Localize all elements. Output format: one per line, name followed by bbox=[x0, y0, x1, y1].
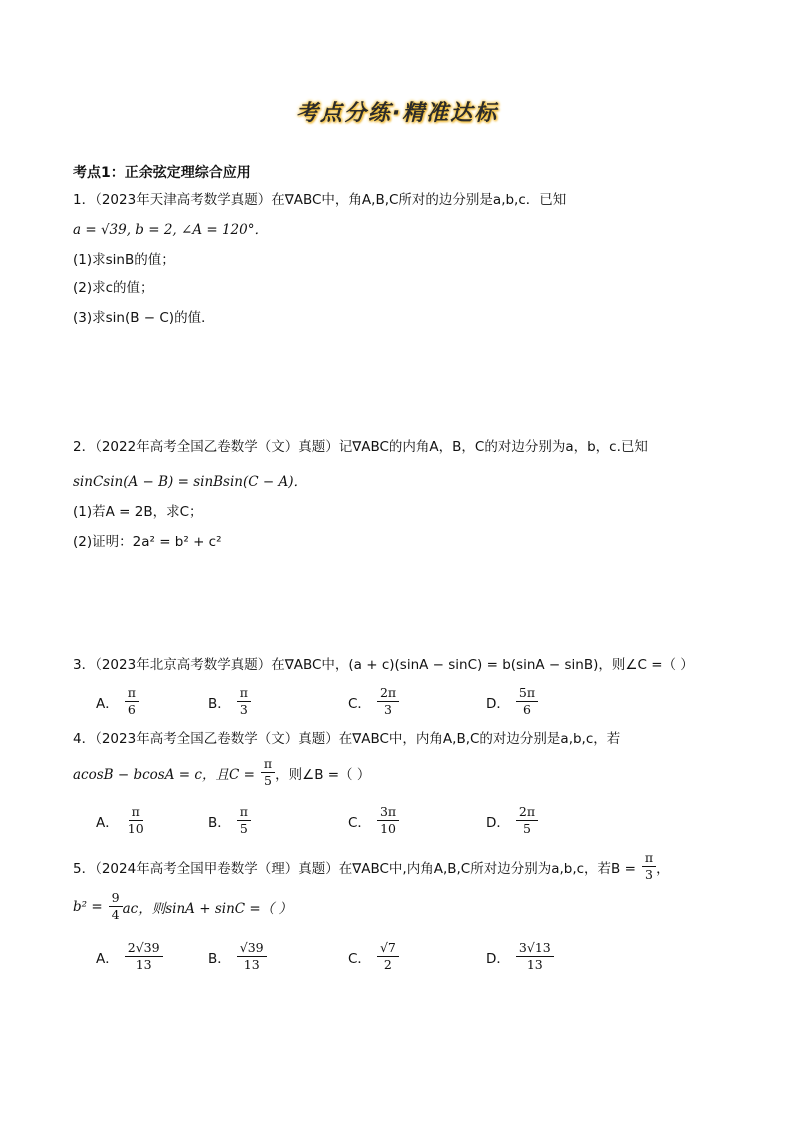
fraction: $\frac{2\pi}{3}$ bbox=[377, 685, 399, 718]
fraction: $\frac{√7}{2}$ bbox=[377, 940, 399, 973]
q5-option-a: A． $\frac{2√39}{13}$ bbox=[96, 940, 163, 973]
q2-part2: (2)证明：2a² = b² + c² bbox=[73, 534, 222, 550]
q5-option-c: C． $\frac{√7}{2}$ bbox=[348, 940, 399, 973]
fraction: $\frac{2√39}{13}$ bbox=[125, 940, 163, 973]
q1-part3: (3)求sin(B − C)的值． bbox=[73, 310, 215, 326]
q1-given: a = √39, b = 2, ∠A = 120°． bbox=[73, 222, 268, 238]
q1-part2: (2)求c的值； bbox=[73, 280, 154, 296]
fraction: $\frac{\pi}{5}$ bbox=[237, 804, 251, 837]
q3-option-d: D． $\frac{5\pi}{6}$ bbox=[486, 685, 538, 718]
fraction: $\frac{3√13}{13}$ bbox=[516, 940, 554, 973]
q4-option-c: C． $\frac{3\pi}{10}$ bbox=[348, 804, 399, 837]
q5-option-b: B． $\frac{√39}{13}$ bbox=[208, 940, 267, 973]
q4-option-d: D． $\frac{2\pi}{5}$ bbox=[486, 804, 538, 837]
q3-stem: 3．（2023年北京高考数学真题）在∇ABC中，(a + c)(sinA − sinC) = b(sinA − sinB)，则∠C =（ ） bbox=[73, 657, 694, 673]
q4-option-b: B． $\frac{\pi}{5}$ bbox=[208, 804, 251, 837]
q3-option-b: B． $\frac{\pi}{3}$ bbox=[208, 685, 251, 718]
q3-option-a: A． $\frac{\pi}{6}$ bbox=[96, 685, 139, 718]
fraction: $\frac{2\pi}{5}$ bbox=[516, 804, 538, 837]
q3-option-c: C． $\frac{2\pi}{3}$ bbox=[348, 685, 399, 718]
section-heading: 考点1：正余弦定理综合应用 bbox=[73, 165, 251, 181]
q4-condition: acosB − bcosA = c，且C = $\frac{\pi}{5}$ ，则∠B =（ ） bbox=[73, 756, 371, 788]
q4-option-a: A． $\frac{\pi}{10}$ bbox=[96, 804, 147, 837]
q4-stem: 4．（2023年高考全国乙卷数学（文）真题）在∇ABC中，内角A,B,C的对边分别是a,b,c，若 bbox=[73, 731, 621, 747]
q2-given: sinCsin(A − B) = sinBsin(C − A)． bbox=[73, 474, 308, 490]
fraction: $\frac{\pi}{3}$ bbox=[642, 850, 656, 883]
fraction: $\frac{9}{4}$ bbox=[109, 890, 123, 923]
fraction: $\frac{\pi}{3}$ bbox=[237, 685, 251, 718]
q5-condition: b² = $\frac{9}{4}$ ac，则sinA + sinC =（ ） bbox=[73, 890, 292, 922]
fraction: $\frac{\pi}{10}$ bbox=[127, 804, 144, 836]
fraction: $\frac{5\pi}{6}$ bbox=[516, 685, 538, 718]
fraction: $\frac{3\pi}{10}$ bbox=[377, 804, 399, 837]
fraction: $\frac{\pi}{5}$ bbox=[261, 756, 275, 789]
q2-stem: 2．（2022年高考全国乙卷数学（文）真题）记∇ABC的内角A，B，C的对边分别为a，b，c.已知 bbox=[73, 439, 648, 455]
q1-stem: 1．（2023年天津高考数学真题）在∇ABC中，角A,B,C所对的边分别是a,b,c．已知 bbox=[73, 192, 567, 208]
fraction: $\frac{√39}{13}$ bbox=[237, 940, 267, 973]
fraction: $\frac{\pi}{6}$ bbox=[125, 685, 139, 718]
page-title: 考点分练·精准达标 bbox=[295, 101, 499, 126]
q1-part1: (1)求sinB的值； bbox=[73, 252, 175, 268]
q2-part1: (1)若A = 2B，求C； bbox=[73, 504, 203, 520]
q5-option-d: D． $\frac{3√13}{13}$ bbox=[486, 940, 554, 973]
q5-stem: 5．（2024年高考全国甲卷数学（理）真题）在∇ABC中,内角A,B,C所对边分别为a,b,c，若B = $\frac{\pi}{3}$ ， bbox=[73, 850, 670, 882]
